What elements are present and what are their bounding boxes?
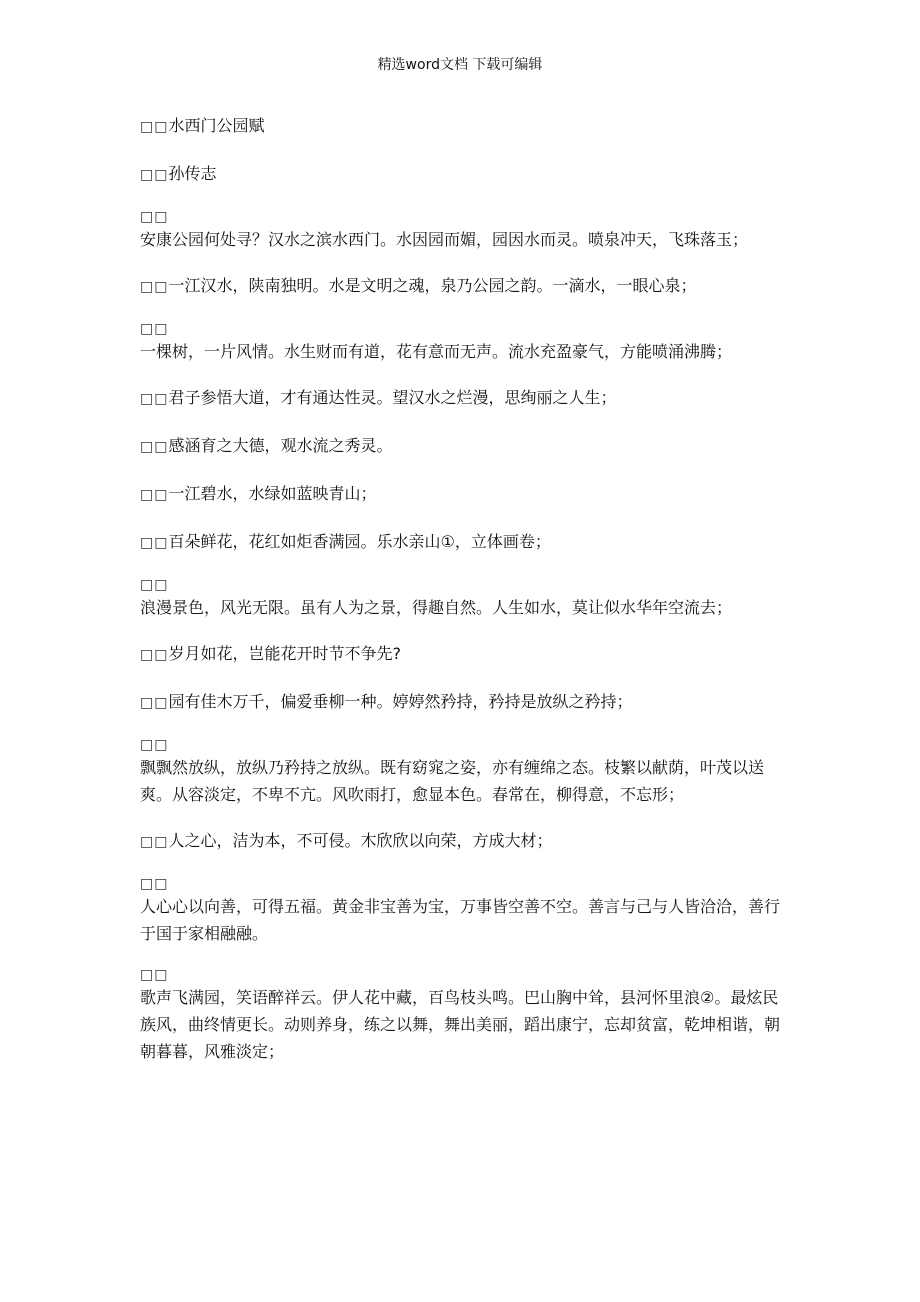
title-text: 水西门公园赋 (168, 116, 265, 135)
paragraph-marker: □□ (140, 647, 169, 663)
paragraph-marker: □□ (140, 967, 169, 983)
paragraph-marker: □□ (140, 279, 169, 295)
paragraph (140, 208, 780, 253)
header-text: 精选word文档 下载可编辑 (377, 57, 543, 73)
page-header (0, 56, 920, 74)
paragraph-list (140, 208, 780, 1065)
paragraph (140, 827, 780, 856)
author-text: 孙传志 (168, 164, 217, 183)
paragraph-marker: □□ (140, 167, 169, 183)
document-title (140, 112, 780, 141)
paragraph (140, 528, 780, 557)
paragraph-text: 百朵鲜花，花红如炬香满园。乐水亲山①，立体画卷； (168, 532, 551, 551)
document-body (140, 112, 780, 1084)
paragraph-marker: □□ (140, 391, 169, 407)
paragraph (140, 272, 780, 301)
paragraph (140, 736, 780, 808)
paragraph (140, 576, 780, 621)
paragraph (140, 432, 780, 461)
paragraph (140, 875, 780, 947)
paragraph-text: 一棵树，一片风情。水生财而有道，花有意而无声。流水充盈豪气，方能喷涌沸腾； (140, 342, 733, 361)
paragraph-marker: □□ (140, 834, 169, 850)
paragraph-text: 岁月如花，岂能花开时节不争先? (168, 644, 401, 663)
paragraph (140, 688, 780, 717)
paragraph (140, 320, 780, 365)
paragraph-marker: □□ (140, 119, 169, 135)
paragraph (140, 966, 780, 1065)
paragraph-marker: □□ (140, 439, 169, 455)
paragraph (140, 480, 780, 509)
paragraph-text: 人之心，洁为本，不可侵。木欣欣以向荣，方成大材； (168, 831, 553, 850)
paragraph-marker: □□ (140, 487, 169, 503)
paragraph-text: 人心心以向善，可得五福。黄金非宝善为宝，万事皆空善不空。善言与己与人皆洽洽，善行于国于家相融融。 (140, 897, 781, 943)
paragraph-marker: □□ (140, 695, 169, 711)
paragraph-text: 飘飘然放纵，放纵乃矜持之放纵。既有窈窕之姿，亦有缠绵之态。枝繁以献荫，叶茂以送爽。从容淡定，不卑不亢。风吹雨打，愈显本色。春常在，柳得意，不忘形； (140, 758, 765, 804)
paragraph-text: 感涵育之大德，观水流之秀灵。 (168, 436, 393, 455)
paragraph (140, 384, 780, 413)
paragraph-text: 君子参悟大道，才有通达性灵。望汉水之烂漫，思绚丽之人生； (168, 388, 617, 407)
paragraph-marker: □□ (140, 535, 169, 551)
document-author (140, 160, 780, 189)
paragraph-marker: □□ (140, 737, 169, 753)
paragraph-text: 一江碧水，水绿如蓝映青山； (168, 484, 377, 503)
paragraph-marker: □□ (140, 876, 169, 892)
paragraph-text: 一江汉水，陕南独明。水是文明之魂，泉乃公园之韵。一滴水，一眼心泉； (168, 276, 697, 295)
paragraph-text: 浪漫景色，风光无限。虽有人为之景，得趣自然。人生如水，莫让似水华年空流去； (140, 598, 733, 617)
paragraph-text: 园有佳木万千，偏爱垂柳一种。婷婷然矜持，矜持是放纵之矜持； (168, 692, 633, 711)
paragraph (140, 640, 780, 669)
paragraph-text: 安康公园何处寻？汉水之滨水西门。水因园而媚，园因水而灵。喷泉冲天，飞珠落玉； (140, 230, 749, 249)
paragraph-marker: □□ (140, 321, 169, 337)
paragraph-marker: □□ (140, 209, 169, 225)
paragraph-text: 歌声飞满园，笑语醉祥云。伊人花中藏，百鸟枝头鸣。巴山胸中耸，县河怀里浪②。最炫民族风，曲终情更长。动则养身，练之以舞，舞出美丽，蹈出康宁，忘却贫富，乾坤相谐，朝朝暮暮，风雅淡定； (140, 988, 781, 1061)
paragraph-marker: □□ (140, 577, 169, 593)
